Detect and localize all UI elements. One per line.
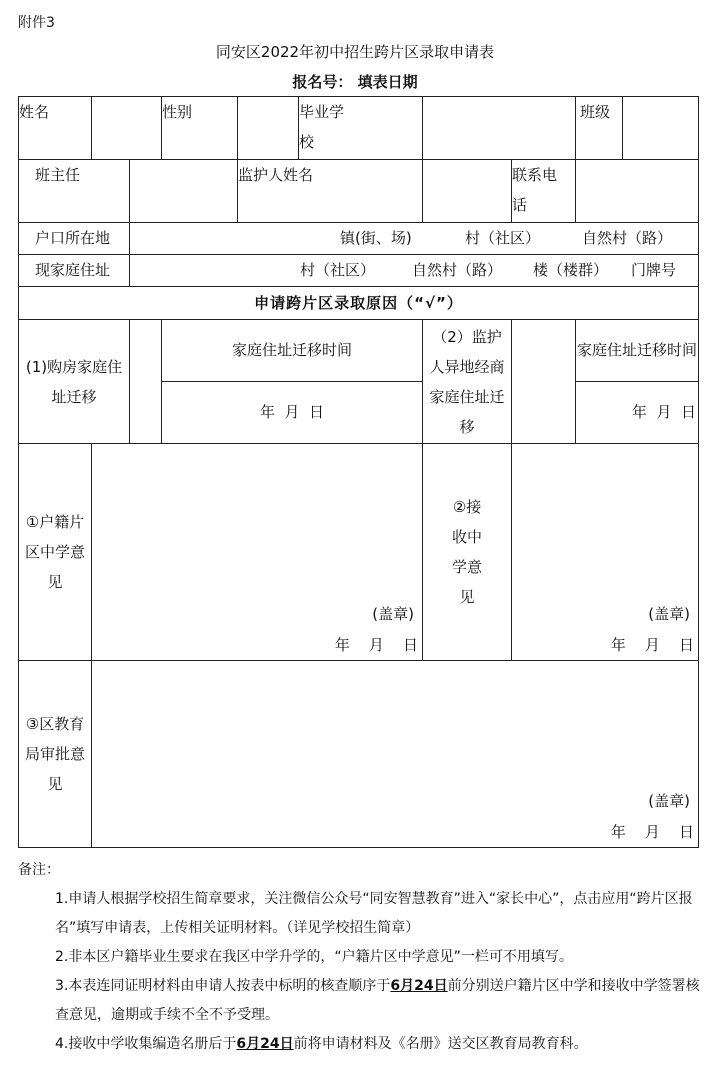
reason2-date[interactable]: 年 月 日 <box>576 382 699 444</box>
hukou-label: 户口所在地 <box>19 223 130 255</box>
hukou-natural-village-label: 自然村（路） <box>582 229 673 247</box>
school-label: 毕业学校 <box>299 97 423 160</box>
reason1-label: (1)购房家庭住址迁移 <box>19 320 130 444</box>
phone-label: 联系电话 <box>512 160 576 223</box>
home-building-label: 楼（楼群） <box>533 261 609 279</box>
phone-field[interactable] <box>576 160 699 223</box>
class-label: 班级 <box>576 97 623 160</box>
row-opinion-bottom <box>19 661 699 848</box>
teacher-field[interactable] <box>130 160 238 223</box>
row-opinions-top <box>19 444 699 661</box>
class-field[interactable] <box>623 97 699 160</box>
note-4-deadline: 6月24日 <box>236 1036 294 1052</box>
reason1-time-label: 家庭住址迁移时间 <box>162 320 423 382</box>
gender-label: 性别 <box>162 97 238 160</box>
notes-title: 备注： <box>18 862 60 878</box>
notes-section <box>18 856 708 1059</box>
opinion3-date: 年 月 日 <box>610 823 694 841</box>
name-label: 姓名 <box>19 97 92 160</box>
note-3-deadline: 6月24日 <box>390 978 448 994</box>
home-door-number-label: 门牌号 <box>631 261 677 279</box>
opinion2-label: ②接收中学意见 <box>423 444 512 661</box>
attachment-label: 附件3 <box>18 15 55 31</box>
hukou-address-field[interactable] <box>130 223 699 255</box>
opinion3-label: ③区教育局审批意见 <box>19 661 92 848</box>
row-basic-info <box>19 97 699 160</box>
name-field[interactable] <box>92 97 162 160</box>
home-address-label: 现家庭住址 <box>19 255 130 287</box>
note-3: 3.本表连同证明材料由申请人按表中标明的核查顺序于6月24日前分别送户籍片区中学和接收中学签署核查意见，逾期或手续不全不予受理。 <box>55 978 700 1023</box>
form-title: 同安区2022年初中招生跨片区录取申请表 <box>215 43 495 61</box>
opinion1-date: 年 月 日 <box>334 636 418 654</box>
note-1: 1.申请人根据学校招生简章要求，关注微信公众号“同安智慧教育”进入“家长中心”，点击应用“跨片区报名”填写申请表，上传相关证明材料。（详见学校招生简章） <box>55 891 693 936</box>
hukou-town-label: 镇(街、场) <box>340 229 412 247</box>
opinion1-label: ①户籍片区中学意见 <box>19 444 92 661</box>
school-field[interactable] <box>423 97 576 160</box>
reason1-date[interactable]: 年 月 日 <box>162 382 423 444</box>
opinion3-seal: (盖章) <box>648 792 690 810</box>
gender-field[interactable] <box>238 97 299 160</box>
reason1-checkbox[interactable] <box>130 320 162 444</box>
note-2: 2.非本区户籍毕业生要求在我区中学升学的，“户籍片区中学意见”一栏可不用填写。 <box>55 949 573 965</box>
reason2-label: （2）监护人异地经商家庭住址迁移 <box>423 320 512 444</box>
reason2-time-label: 家庭住址迁移时间 <box>576 320 699 382</box>
guardian-label: 监护人姓名 <box>238 160 423 223</box>
row-hukou <box>19 223 699 255</box>
opinion1-seal: (盖章) <box>372 605 414 623</box>
guardian-field[interactable] <box>423 160 512 223</box>
row-reason-header <box>19 287 699 320</box>
opinion1-area[interactable] <box>92 444 423 661</box>
reason2-checkbox[interactable] <box>512 320 576 444</box>
home-address-field[interactable] <box>130 255 699 287</box>
teacher-label: 班主任 <box>19 160 130 223</box>
opinion2-area[interactable] <box>512 444 699 661</box>
hukou-village-label: 村（社区） <box>465 229 541 247</box>
row-home-address <box>19 255 699 287</box>
reason-header: 申请跨片区录取原因（“√”） <box>19 287 699 320</box>
note-4: 4.接收中学收集编造名册后于6月24日前将申请材料及《名册》送交区教育局教育科。 <box>55 1036 588 1052</box>
home-village-label: 村（社区） <box>300 261 376 279</box>
row-contact-info <box>19 160 699 223</box>
application-form-table <box>18 96 699 848</box>
form-subtitle: 报名号： 填表日期 <box>292 73 418 91</box>
opinion3-area[interactable] <box>92 661 699 848</box>
opinion2-date: 年 月 日 <box>610 636 694 654</box>
home-natural-village-label: 自然村（路） <box>412 261 503 279</box>
opinion2-seal: (盖章) <box>648 605 690 623</box>
row-reason-top <box>19 320 699 382</box>
